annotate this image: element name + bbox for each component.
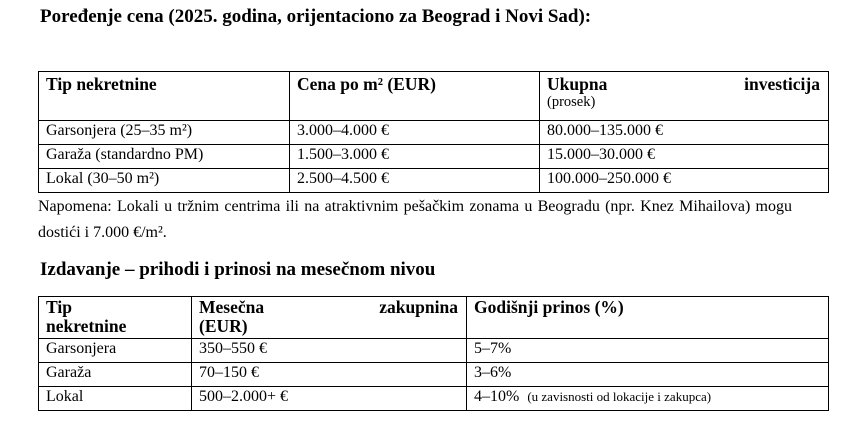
cell-price: 1.500–3.000 € <box>290 145 540 169</box>
yield-note: (u zavisnosti od lokacije i zakupca) <box>527 389 712 404</box>
header-property-type: Tip nekretnine <box>39 297 192 339</box>
cell-type: Lokal (30–50 m²) <box>39 169 290 193</box>
cell-price: 2.500–4.500 € <box>290 169 540 193</box>
cell-rent: 350–550 € <box>192 339 467 363</box>
cell-type: Garsonjera <box>39 339 192 363</box>
price-comparison-table <box>38 71 829 193</box>
table-row <box>39 339 829 363</box>
header-price-per-m2: Cena po m² (EUR) <box>290 72 540 121</box>
header-property-type: Tip nekretnine <box>39 72 290 121</box>
cell-yield: 4–10% (u zavisnosti od lokacije i zakupca) <box>467 387 829 411</box>
header-monthly-rent: Mesečna zakupnina (EUR) <box>192 297 467 339</box>
cell-price: 3.000–4.000 € <box>290 121 540 145</box>
cell-yield: 5–7% <box>467 339 829 363</box>
cell-yield: 3–6% <box>467 363 829 387</box>
header-annual-yield: Godišnji prinos (%) <box>467 297 829 339</box>
header-total-investment-sub: (prosek) <box>547 94 596 110</box>
cell-type: Lokal <box>39 387 192 411</box>
table-row <box>39 169 829 193</box>
cell-type: Garsonjera (25–35 m²) <box>39 121 290 145</box>
cell-total: 80.000–135.000 € <box>540 121 829 145</box>
cell-type: Garaža <box>39 363 192 387</box>
table-row <box>39 387 829 411</box>
table-row <box>39 145 829 169</box>
cell-total: 15.000–30.000 € <box>540 145 829 169</box>
table-header-row <box>39 72 829 121</box>
table-row <box>39 363 829 387</box>
section-heading-prices: Poređenje cena (2025. godina, orijentaciono za Beograd i Novi Sad): <box>40 6 592 27</box>
section-heading-rental: Izdavanje – prihodi i prinosi na mesečnom nivou <box>40 259 436 280</box>
price-note: Napomena: Lokali u tržnim centrima ili na atraktivnim pešačkim zonama u Beogradu (npr. Knez Mihailova) mogu dostići i 7.000 €/m². <box>38 198 792 241</box>
rental-yield-table <box>38 296 829 411</box>
table-row <box>39 121 829 145</box>
header-total-investment: Ukupna investicija (prosek) <box>540 72 829 121</box>
cell-type: Garaža (standardno PM) <box>39 145 290 169</box>
cell-rent: 500–2.000+ € <box>192 387 467 411</box>
cell-total: 100.000–250.000 € <box>540 169 829 193</box>
table-header-row <box>39 297 829 339</box>
cell-rent: 70–150 € <box>192 363 467 387</box>
